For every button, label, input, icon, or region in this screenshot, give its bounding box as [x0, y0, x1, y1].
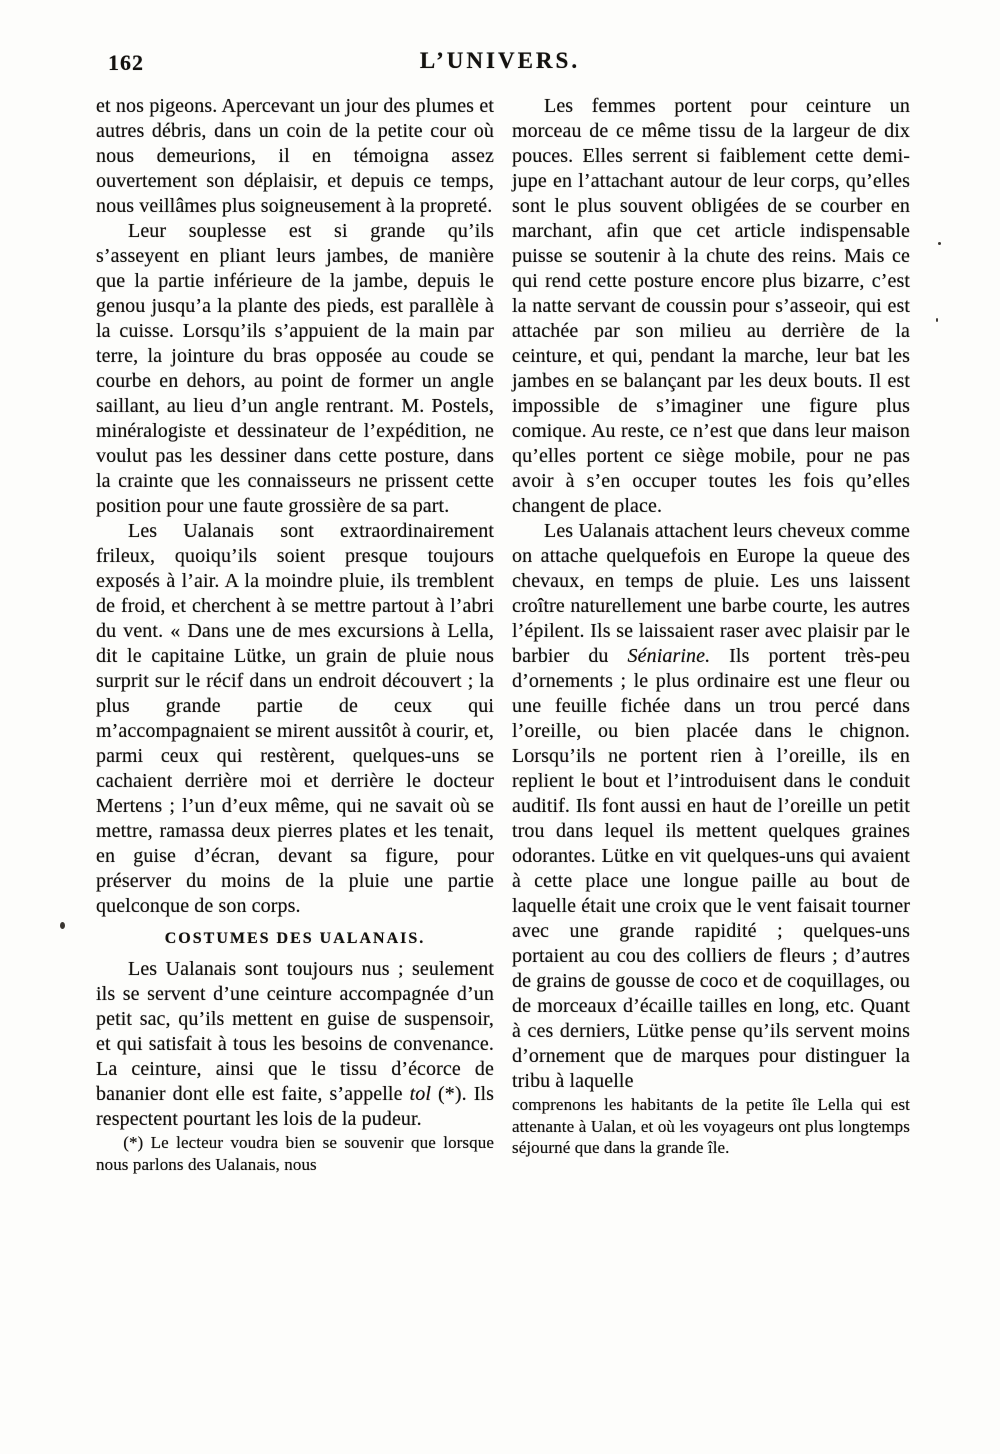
right-column	[512, 94, 910, 1159]
paragraph-cheveux-text-2: Ils portent très-peu d’ornements ; le plus ordinaire est une fleur ou une feuille fichée dans un trou percé dans l’oreille, ou bien placée dans le chignon. Lorsqu’ils ne portent rien à l’oreille, ils en replient le bout et l’introduisent dans le conduit auditif. Ils font aussi en haut de l’oreille un petit trou dans lequel ils mettent quelques graines odorantes. Lütke en vit quelques-uns qui avaient à cette place une longue paille au bout de laquelle était une croix que le vent faisait tourner avec une grande rapidité ; quelques-uns portaient au cou des colliers de fleurs ; d’autres de grains de gousse de coco et de coquillages, ou de morceaux d’écaille tailles en long, etc. Quant à ces derniers, Lütke pense qu’ils servent moins d’ornement que de marques pour distinguer la tribu à laquelle	[512, 645, 910, 1092]
scan-speck	[938, 242, 941, 245]
paragraph-continuation: et nos pigeons. Apercevant un jour des plumes et autres débris, dans un coin de la petite cour où nous demeurions, il en témoigna assez ouvertement son déplaisir, et depuis ce temps, nous veillâmes plus soigneusement à la propreté.	[96, 95, 494, 217]
left-column	[96, 94, 494, 1175]
paragraph-femmes: Les femmes portent pour ceinture un morceau de ce même tissu de la largeur de dix pouces. Elles serrent si faiblement cette demi-jupe en l’attachant autour de leur corps, qu’elles sont le plus souvent obligées de se courber en marchant, afin que cet article indispensable puisse se soutenir à la chute des reins. Mais ce qui rend cette posture encore plus bizarre, c’est la natte servant de coussin pour s’asseoir, qui est attachée par son milieu au derrière de la ceinture, et qui, pendant la marche, leur bat les jambes en se balançant par les deux bouts. Il est impossible de s’imaginer une figure plus comique. Au reste, ce n’est que dans leur maison qu’elles portent ce siège mobile, pour ne pas avoir à s’en occuper toutes les fois qu’elles changent de place.	[512, 95, 910, 517]
paragraph-cheveux-text-1: Les Ualanais attachent leurs cheveux comme on attache quelquefois en Europe la queue des chevaux, en temps de pluie. Les uns laissent croître naturellement une barbe courte, les autres l’épilent. Ils se laissaient raser avec plaisir par le barbier du	[512, 520, 910, 667]
paragraph-costumes	[96, 957, 494, 1132]
italic-word-seniarine: Séniarine.	[627, 645, 711, 667]
scan-speck	[936, 318, 938, 322]
footnote-left: (*) Le lecteur voudra bien se souvenir que lorsque nous parlons des Ualanais, nous	[96, 1133, 494, 1174]
paragraph-cheveux	[512, 519, 910, 1094]
page-number: 162	[108, 50, 144, 75]
paragraph-souplesse: Leur souplesse est si grande qu’ils s’asseyent en pliant leurs jambes, de manière que la partie inférieure de la jambe, depuis le genou jusqu’a la plante des pieds, est parallèle à la cuisse. Lorsqu’ils s’appuient de la main par terre, la jointure du bras opposée au coude se courbe en dehors, au point de former un angle saillant, au lieu d’un angle rentrant. M. Postels, minéralogiste et dessinateur de l’expédition, ne voulut pas les dessiner dans cette posture, dans la crainte que les connaisseurs ne prissent cette position pour une faute grossière de sa part.	[96, 220, 494, 517]
running-title: L’UNIVERS.	[419, 48, 581, 73]
italic-word-tol: tol	[409, 1083, 431, 1105]
running-head	[96, 48, 904, 78]
paragraph-frileux: Les Ualanais sont extraordinairement frileux, quoiqu’ils soient presque toujours exposés à l’air. A la moindre pluie, ils tremblent de froid, et cherchent à se mettre partout à l’abri du vent. « Dans une de mes excursions à Lella, dit le capitaine Lütke, un grain de pluie nous surprit sur le récif dans un endroit découvert ; la plus grande partie de ceux qui m’accompagnaient se mirent aussitôt à courir, et, parmi ceux qui restèrent, quelques-uns se cachaient derrière moi et derrière le docteur Mertens ; l’un d’eux même, qui ne savait où se mettre, ramassa deux pierres plates et les tenait, en guise d’écran, devant sa figure, pour préserver du moins de la pluie une partie quelconque de son corps.	[96, 520, 494, 917]
scan-speck	[60, 922, 65, 929]
section-heading: COSTUMES DES UALANAIS.	[164, 930, 426, 947]
paragraph-costumes-text-2: (*). Ils respectent pourtant les lois de la pudeur.	[96, 1083, 494, 1130]
paragraph-costumes-text-1: Les Ualanais sont toujours nus ; seulement ils se servent d’une ceinture accompagnée d’un petit sac, qu’ils mettent en guise de suspensoir, et qui satisfait à tous les besoins de convenance. La ceinture, ainsi que le tissu d’écorce de bananier dont elle est faite, s’appelle	[96, 958, 494, 1105]
footnote-right: comprenons les habitants de la petite île Lella qui est attenante à Ualan, et où les voyageurs ont plus longtemps séjourné que dans la grande île.	[512, 1095, 910, 1157]
